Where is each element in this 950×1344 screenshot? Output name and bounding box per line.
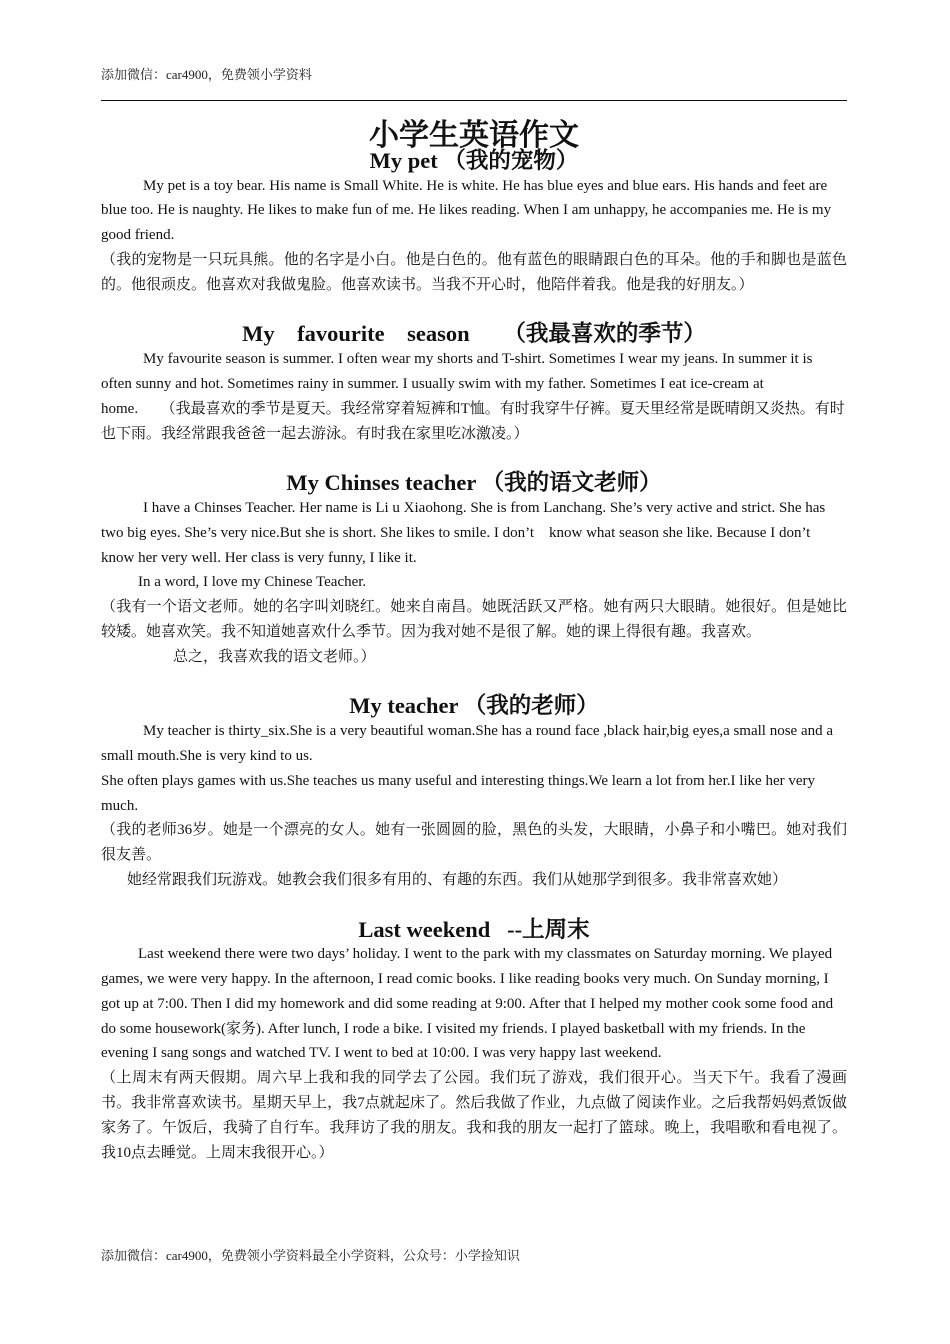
section-my-teacher: [101, 694, 847, 892]
header-rule: [101, 100, 847, 101]
doc-title: 小学生英语作文: [369, 119, 579, 152]
paragraph-en: My pet is a toy bear. His name is Small White. He is white. He has blue eyes and blue ears. His hands and feet are blue too. He is naughty. He likes to make fun of me. He likes reading. When I am unhappy, he accompanies me. He is my good friend.: [101, 177, 832, 244]
document-body: [101, 119, 847, 1165]
paragraph-zh: 总之，我喜欢我的语文老师。）: [173, 648, 376, 665]
section-favourite-season: [101, 322, 847, 446]
paragraph-en: My favourite season is summer. I often wear my shorts and T-shirt. Sometimes I wear my jeans. In summer it is often sunny and hot. Sometimes rainy in summer. I usually swim with my father. Sometimes I eat ice-cream at home.: [101, 351, 813, 417]
paragraph-zh: （我的宠物是一只玩具熊。他的名字是小白。他是白色的。他有蓝色的眼睛跟白色的耳朵。他的手和脚也是蓝色的。他很顽皮。他喜欢对我做鬼脸。他喜欢读书。当我不开心时，他陪伴着我。他是我的好朋友。）: [101, 251, 847, 293]
section-title-en: My pet: [369, 147, 438, 173]
section-title-en: Last weekend: [358, 916, 491, 942]
paragraph-zh: （我有一个语文老师。她的名字叫刘晓红。她来自南昌。她既活跃又严格。她有两只大眼睛。她很好。但是她比较矮。她喜欢笑。我不知道她喜欢什么季节。因为我对她不是很了解。她的课上得很有趣。我喜欢。: [101, 599, 847, 640]
footer-note: 添加微信：car4900，免费领小学资料最全小学资料，公众号：小学捡知识: [101, 1248, 520, 1263]
section-title: [101, 694, 847, 719]
paragraph-zh: 她经常跟我们玩游戏。她教会我们很多有用的、有趣的东西。我们从她那学到很多。我非常喜欢她）: [127, 871, 788, 888]
section-last-weekend: [101, 918, 847, 1166]
paragraph-en: Last weekend there were two days’ holiday. I went to the park with my classmates on Saturday morning. We played games, we were very happy. In the afternoon, I read comic books. I like reading books very much. On Sunday morning, I got up at 7:00. Then I did my homework and did some reading at 9:00. After that I helped my mother cook some food and do some housework(家务). After lunch, I rode a bike. I visited my friends. I played basketball with my friends. In the evening I sang songs and watched TV. I went to bed at 10:00. I was very happy last weekend.: [101, 946, 834, 1062]
section-title-zh: （我的语文老师）: [481, 470, 662, 496]
paragraph-zh: （我的老师36岁。她是一个漂亮的女人。她有一张圆圆的脸，黑色的头发，大眼睛，小鼻子和小嘴巴。她对我们很友善。: [101, 822, 847, 864]
paragraph-en: She often plays games with us.She teaches us many useful and interesting things.We learn a lot from her.I like her very much.: [101, 772, 816, 814]
paragraph-en: I have a Chinses Teacher. Her name is Li u Xiaohong. She is from Lanchang. She’s very active and strict. She has two big eyes. She’s very nice.But she is short. She likes to smile. I don’t know what season she like. Because I don’t know her very well. Her class is very funny, I like it.: [101, 499, 829, 566]
paragraph-zh: （我最喜欢的季节是夏天。我经常穿着短裤和T恤。有时我穿牛仔裤。夏天里经常是既晴朗又炎热。有时也下雨。我经常跟我爸爸一起去游泳。有时我在家里吃冰激凌。）: [101, 400, 845, 442]
section-chinese-teacher: [101, 471, 847, 669]
section-title-zh: （我的宠物）: [443, 147, 579, 173]
section-my-pet: [101, 149, 847, 298]
section-title-zh: （我最喜欢的季节）: [503, 321, 706, 347]
section-title: [101, 149, 847, 174]
section-title-en: My teacher: [349, 693, 459, 719]
paragraph-en: My teacher is thirty_six.She is a very beautiful woman.She has a round face ,black hair,big eyes,a small nose and a small mouth.She is very kind to us.: [101, 723, 834, 764]
paragraph-zh: （上周末有两天假期。周六早上我和我的同学去了公园。我们玩了游戏，我们很开心。当天下午。我看了漫画书。我非常喜欢读书。星期天早上，我7点就起床了。然后我做了作业，九点做了阅读作业。之后我帮妈妈煮饭做家务了。午饭后，我骑了自行车。我拜访了我的朋友。我和我的朋友一起打了篮球。晚上，我唱歌和看电视了。我10点去睡觉。上周末我很开心。）: [101, 1070, 847, 1161]
section-title-en: My Chinses teacher: [286, 470, 476, 496]
section-title: [101, 322, 847, 347]
section-title-zh: --上周末: [507, 916, 590, 942]
paragraph-mixed: [101, 347, 847, 446]
section-title: [101, 918, 847, 943]
paragraph-en: In a word, I love my Chinese Teacher.: [138, 574, 367, 591]
section-title-en: My favourite season: [242, 321, 470, 347]
section-title: [101, 471, 847, 496]
header-note: 添加微信：car4900，免费领小学资料: [101, 67, 312, 82]
section-title-zh: （我的老师）: [463, 693, 599, 719]
